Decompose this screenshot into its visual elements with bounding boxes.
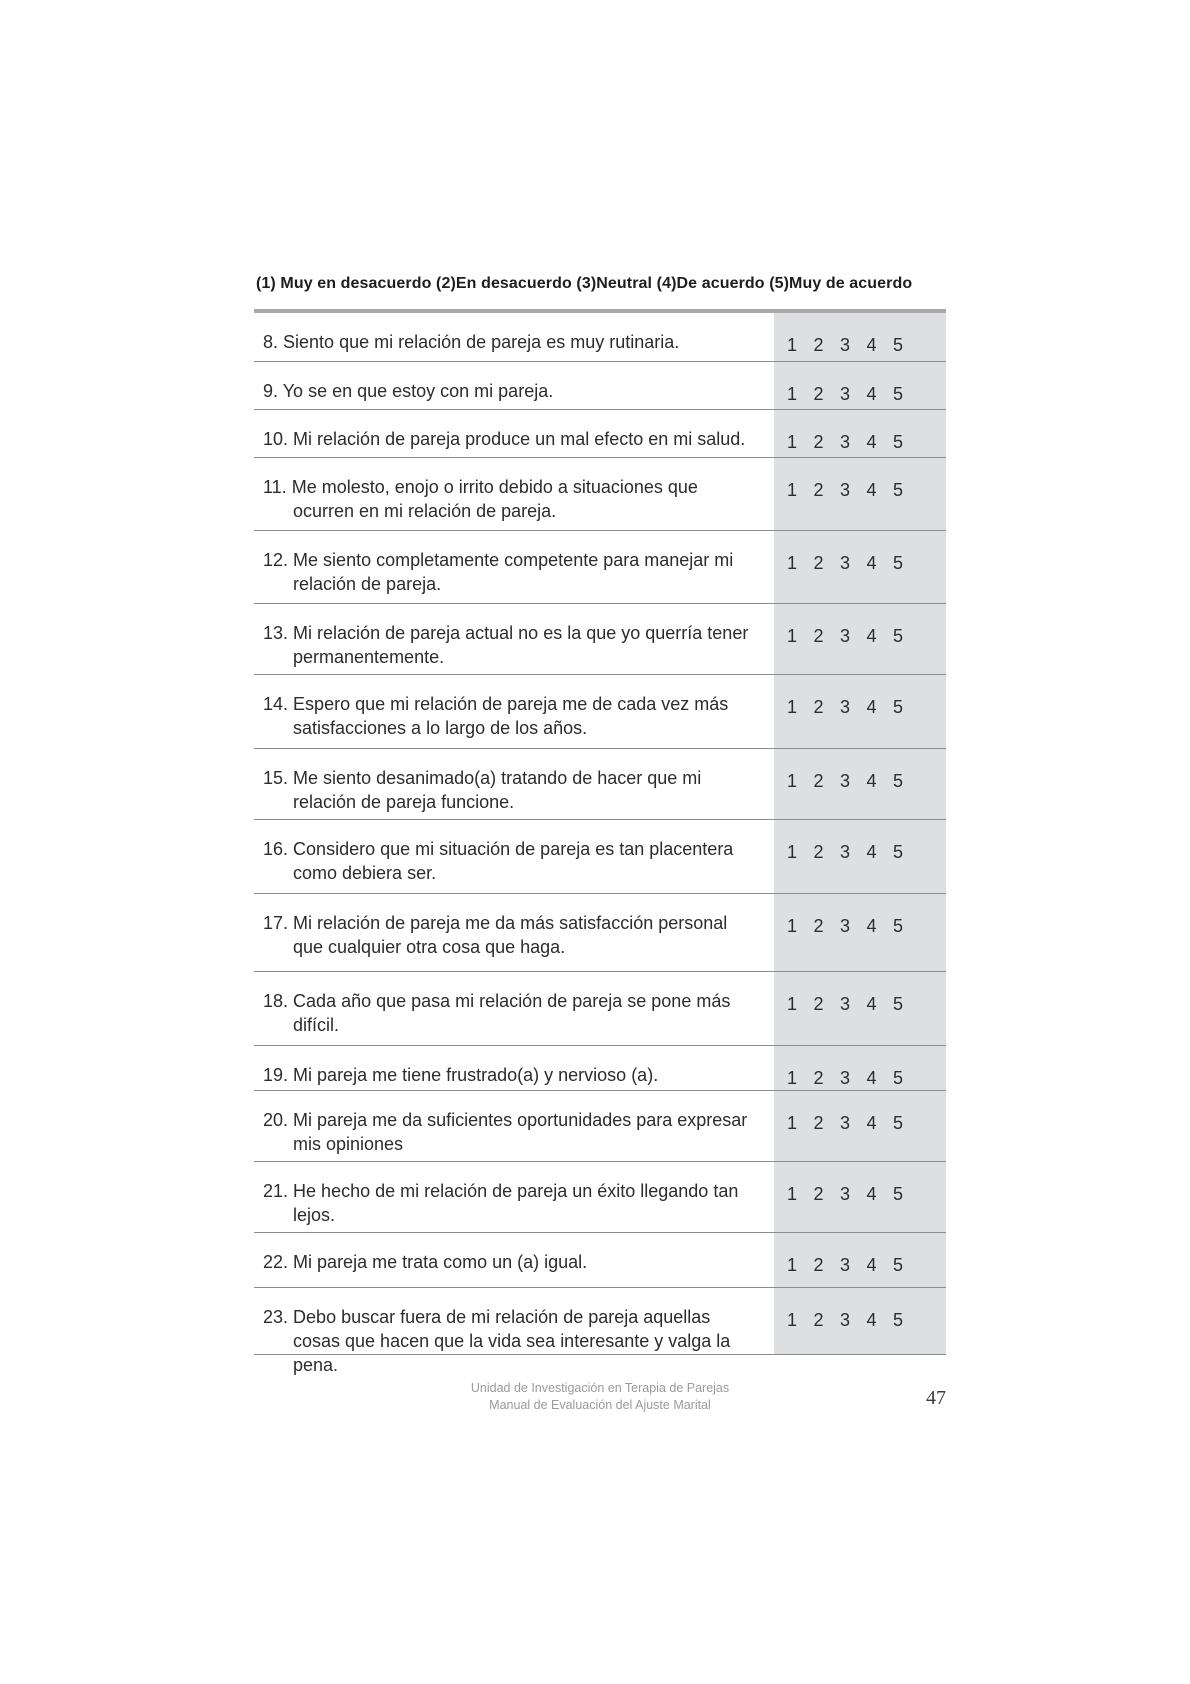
rating-option-1: 1 [787,916,798,936]
question-row [254,820,946,894]
rating-option-4: 4 [866,994,877,1014]
question-text [263,548,773,596]
rating-option-5: 5 [893,1113,904,1133]
question-row [254,1046,946,1091]
scale-legend: (1) Muy en desacuerdo (2)En desacuerdo (3)Neutral (4)De acuerdo (5)Muy de acuerdo [256,275,913,292]
rating-option-1: 1 [787,1184,798,1204]
rating-option-4: 4 [866,1255,877,1275]
question-line-1: Mi pareja me trata como un (a) igual. [293,1252,588,1272]
rating-scale [787,1111,920,1135]
question-text [263,1108,773,1156]
rating-option-4: 4 [866,553,877,573]
question-text [263,330,773,354]
rating-option-1: 1 [787,1113,798,1133]
rating-option-2: 2 [813,1255,824,1275]
rating-option-1: 1 [787,1068,798,1088]
question-row [254,749,946,820]
question-text [263,911,773,959]
rating-option-5: 5 [893,771,904,791]
question-line-1: Espero que mi relación de pareja me de cada vez más [293,694,729,714]
question-text [263,692,773,740]
rating-option-4: 4 [866,697,877,717]
rating-option-1: 1 [787,842,798,862]
rating-option-5: 5 [893,842,904,862]
rating-option-4: 4 [866,771,877,791]
question-line-1: Siento que mi relación de pareja es muy rutinaria. [283,332,680,352]
question-line-1: Me siento completamente competente para manejar mi [293,550,734,570]
questionnaire-items [254,313,946,1375]
rating-option-2: 2 [813,335,824,355]
rating-option-5: 5 [893,335,904,355]
rating-option-2: 2 [813,1068,824,1088]
question-text [263,475,773,523]
rating-option-2: 2 [813,842,824,862]
rating-option-5: 5 [893,626,904,646]
rating-option-1: 1 [787,1255,798,1275]
rating-scale [787,624,920,648]
question-line-1: Yo se en que estoy con mi pareja. [282,381,554,401]
rating-option-4: 4 [866,1113,877,1133]
rating-option-4: 4 [866,1184,877,1204]
question-line-1: Me siento desanimado(a) tratando de hacer que mi [293,768,702,788]
question-text [263,1305,773,1377]
question-line-2: que cualquier otra cosa que haga. [293,937,566,957]
question-number: 16. [263,839,289,859]
question-line-1: Mi relación de pareja me da más satisfacción personal [293,913,728,933]
question-number: 10. [263,429,289,449]
rating-option-3: 3 [840,1113,851,1133]
rating-option-4: 4 [866,432,877,452]
rating-option-3: 3 [840,432,851,452]
question-row [254,1091,946,1162]
question-line-2: satisfacciones a lo largo de los años. [293,718,588,738]
rating-scale [787,1253,920,1277]
rating-option-1: 1 [787,771,798,791]
question-number: 11. [263,477,287,497]
question-number: 17. [263,913,289,933]
rating-option-2: 2 [813,994,824,1014]
question-line-1: Debo buscar fuera de mi relación de pareja aquellas [293,1307,711,1327]
rating-scale [787,914,920,938]
question-line-1: Mi pareja me tiene frustrado(a) y nervioso (a). [293,1065,659,1085]
rating-scale [787,840,920,864]
question-text [263,1250,773,1274]
question-row [254,362,946,410]
rating-option-1: 1 [787,480,798,500]
question-text [263,1063,773,1087]
question-number: 18. [263,991,289,1011]
rating-scale [787,551,920,575]
question-number: 8. [263,332,279,352]
question-line-2: permanentemente. [293,647,445,667]
rating-option-3: 3 [840,1184,851,1204]
rating-option-2: 2 [813,432,824,452]
rating-option-3: 3 [840,553,851,573]
rating-scale [787,695,920,719]
question-row [254,313,946,362]
question-number: 20. [263,1110,289,1130]
rating-option-1: 1 [787,553,798,573]
question-row [254,531,946,604]
question-text [263,621,773,669]
rating-option-1: 1 [787,697,798,717]
question-number: 15. [263,768,289,788]
question-number: 13. [263,623,289,643]
rating-option-5: 5 [893,994,904,1014]
rating-option-2: 2 [813,697,824,717]
rating-option-4: 4 [866,335,877,355]
rating-option-5: 5 [893,1068,904,1088]
rating-scale [787,1182,920,1206]
rating-option-5: 5 [893,384,904,404]
rating-option-2: 2 [813,1113,824,1133]
rating-option-4: 4 [866,1310,877,1330]
question-row [254,604,946,675]
question-line-2: mis opiniones [293,1134,404,1154]
rating-scale [787,382,920,406]
rating-option-4: 4 [866,384,877,404]
question-number: 12. [263,550,289,570]
question-text [263,1179,773,1227]
question-number: 14. [263,694,289,714]
rating-option-5: 5 [893,697,904,717]
rating-option-2: 2 [813,626,824,646]
rating-option-5: 5 [893,916,904,936]
question-line-2: lejos. [293,1205,336,1225]
question-line-2: ocurren en mi relación de pareja. [293,501,557,521]
rating-scale [787,769,920,793]
rating-option-1: 1 [787,1310,798,1330]
rating-option-1: 1 [787,384,798,404]
question-line-2: difícil. [293,1015,340,1035]
rating-option-3: 3 [840,384,851,404]
rating-option-2: 2 [813,916,824,936]
question-line-1: Me molesto, enojo o irrito debido a situaciones que [291,477,698,497]
rating-scale [787,992,920,1016]
question-line-2: relación de pareja funcione. [293,792,515,812]
rating-option-3: 3 [840,1310,851,1330]
rating-option-3: 3 [840,1068,851,1088]
rating-option-5: 5 [893,553,904,573]
rating-scale [787,333,920,357]
question-row [254,1233,946,1288]
rating-scale [787,1066,920,1090]
question-number: 21. [263,1181,289,1201]
rating-option-1: 1 [787,626,798,646]
question-row [254,1162,946,1233]
question-number: 22. [263,1252,289,1272]
rating-option-3: 3 [840,842,851,862]
rating-option-4: 4 [866,480,877,500]
rating-option-2: 2 [813,1184,824,1204]
question-line-1: Cada año que pasa mi relación de pareja se pone más [293,991,731,1011]
rating-option-2: 2 [813,771,824,791]
rating-option-1: 1 [787,432,798,452]
rating-option-4: 4 [866,916,877,936]
rating-option-5: 5 [893,1184,904,1204]
question-row [254,458,946,531]
rating-option-2: 2 [813,480,824,500]
question-row [254,972,946,1046]
question-text [263,989,773,1037]
rating-option-3: 3 [840,335,851,355]
question-row [254,675,946,749]
question-line-2: como debiera ser. [293,863,437,883]
question-row [254,894,946,972]
question-number: 9. [263,381,279,401]
rating-scale [787,430,920,454]
question-line-1: Considero que mi situación de pareja es tan placentera [293,839,734,859]
rating-option-3: 3 [840,994,851,1014]
question-text [263,427,773,451]
question-line-1: Mi relación de pareja actual no es la que yo querría tener [293,623,749,643]
rating-option-3: 3 [840,480,851,500]
rating-option-3: 3 [840,916,851,936]
rating-option-2: 2 [813,384,824,404]
question-row [254,1288,946,1375]
rating-option-5: 5 [893,480,904,500]
question-line-1: Mi relación de pareja produce un mal efecto en mi salud. [293,429,746,449]
rating-option-3: 3 [840,1255,851,1275]
footer-line-1: Unidad de Investigación en Terapia de Parejas [470,1381,730,1395]
rating-option-2: 2 [813,1310,824,1330]
rating-option-2: 2 [813,553,824,573]
rating-scale [787,478,920,502]
rating-option-3: 3 [840,697,851,717]
rating-option-4: 4 [866,626,877,646]
rating-option-3: 3 [840,771,851,791]
question-line-1: He hecho de mi relación de pareja un éxito llegando tan [293,1181,739,1201]
rating-option-5: 5 [893,1310,904,1330]
question-text [263,379,773,403]
rating-option-4: 4 [866,1068,877,1088]
question-number: 19. [263,1065,289,1085]
question-line-2: cosas que hacen que la vida sea interesante y valga la pena. [293,1331,731,1375]
footer-line-2: Manual de Evaluación del Ajuste Marital [489,1398,711,1412]
rating-option-1: 1 [787,335,798,355]
page-number: 47 [926,1387,946,1409]
rating-option-5: 5 [893,432,904,452]
question-row [254,410,946,458]
question-number: 23. [263,1307,289,1327]
question-line-1: Mi pareja me da suficientes oportunidades para expresar [293,1110,748,1130]
rating-option-4: 4 [866,842,877,862]
rating-option-1: 1 [787,994,798,1014]
page-footer [430,1380,770,1414]
rating-option-5: 5 [893,1255,904,1275]
question-text [263,837,773,885]
rating-option-3: 3 [840,626,851,646]
question-line-2: relación de pareja. [293,574,442,594]
question-text [263,766,773,814]
rating-scale [787,1308,920,1332]
